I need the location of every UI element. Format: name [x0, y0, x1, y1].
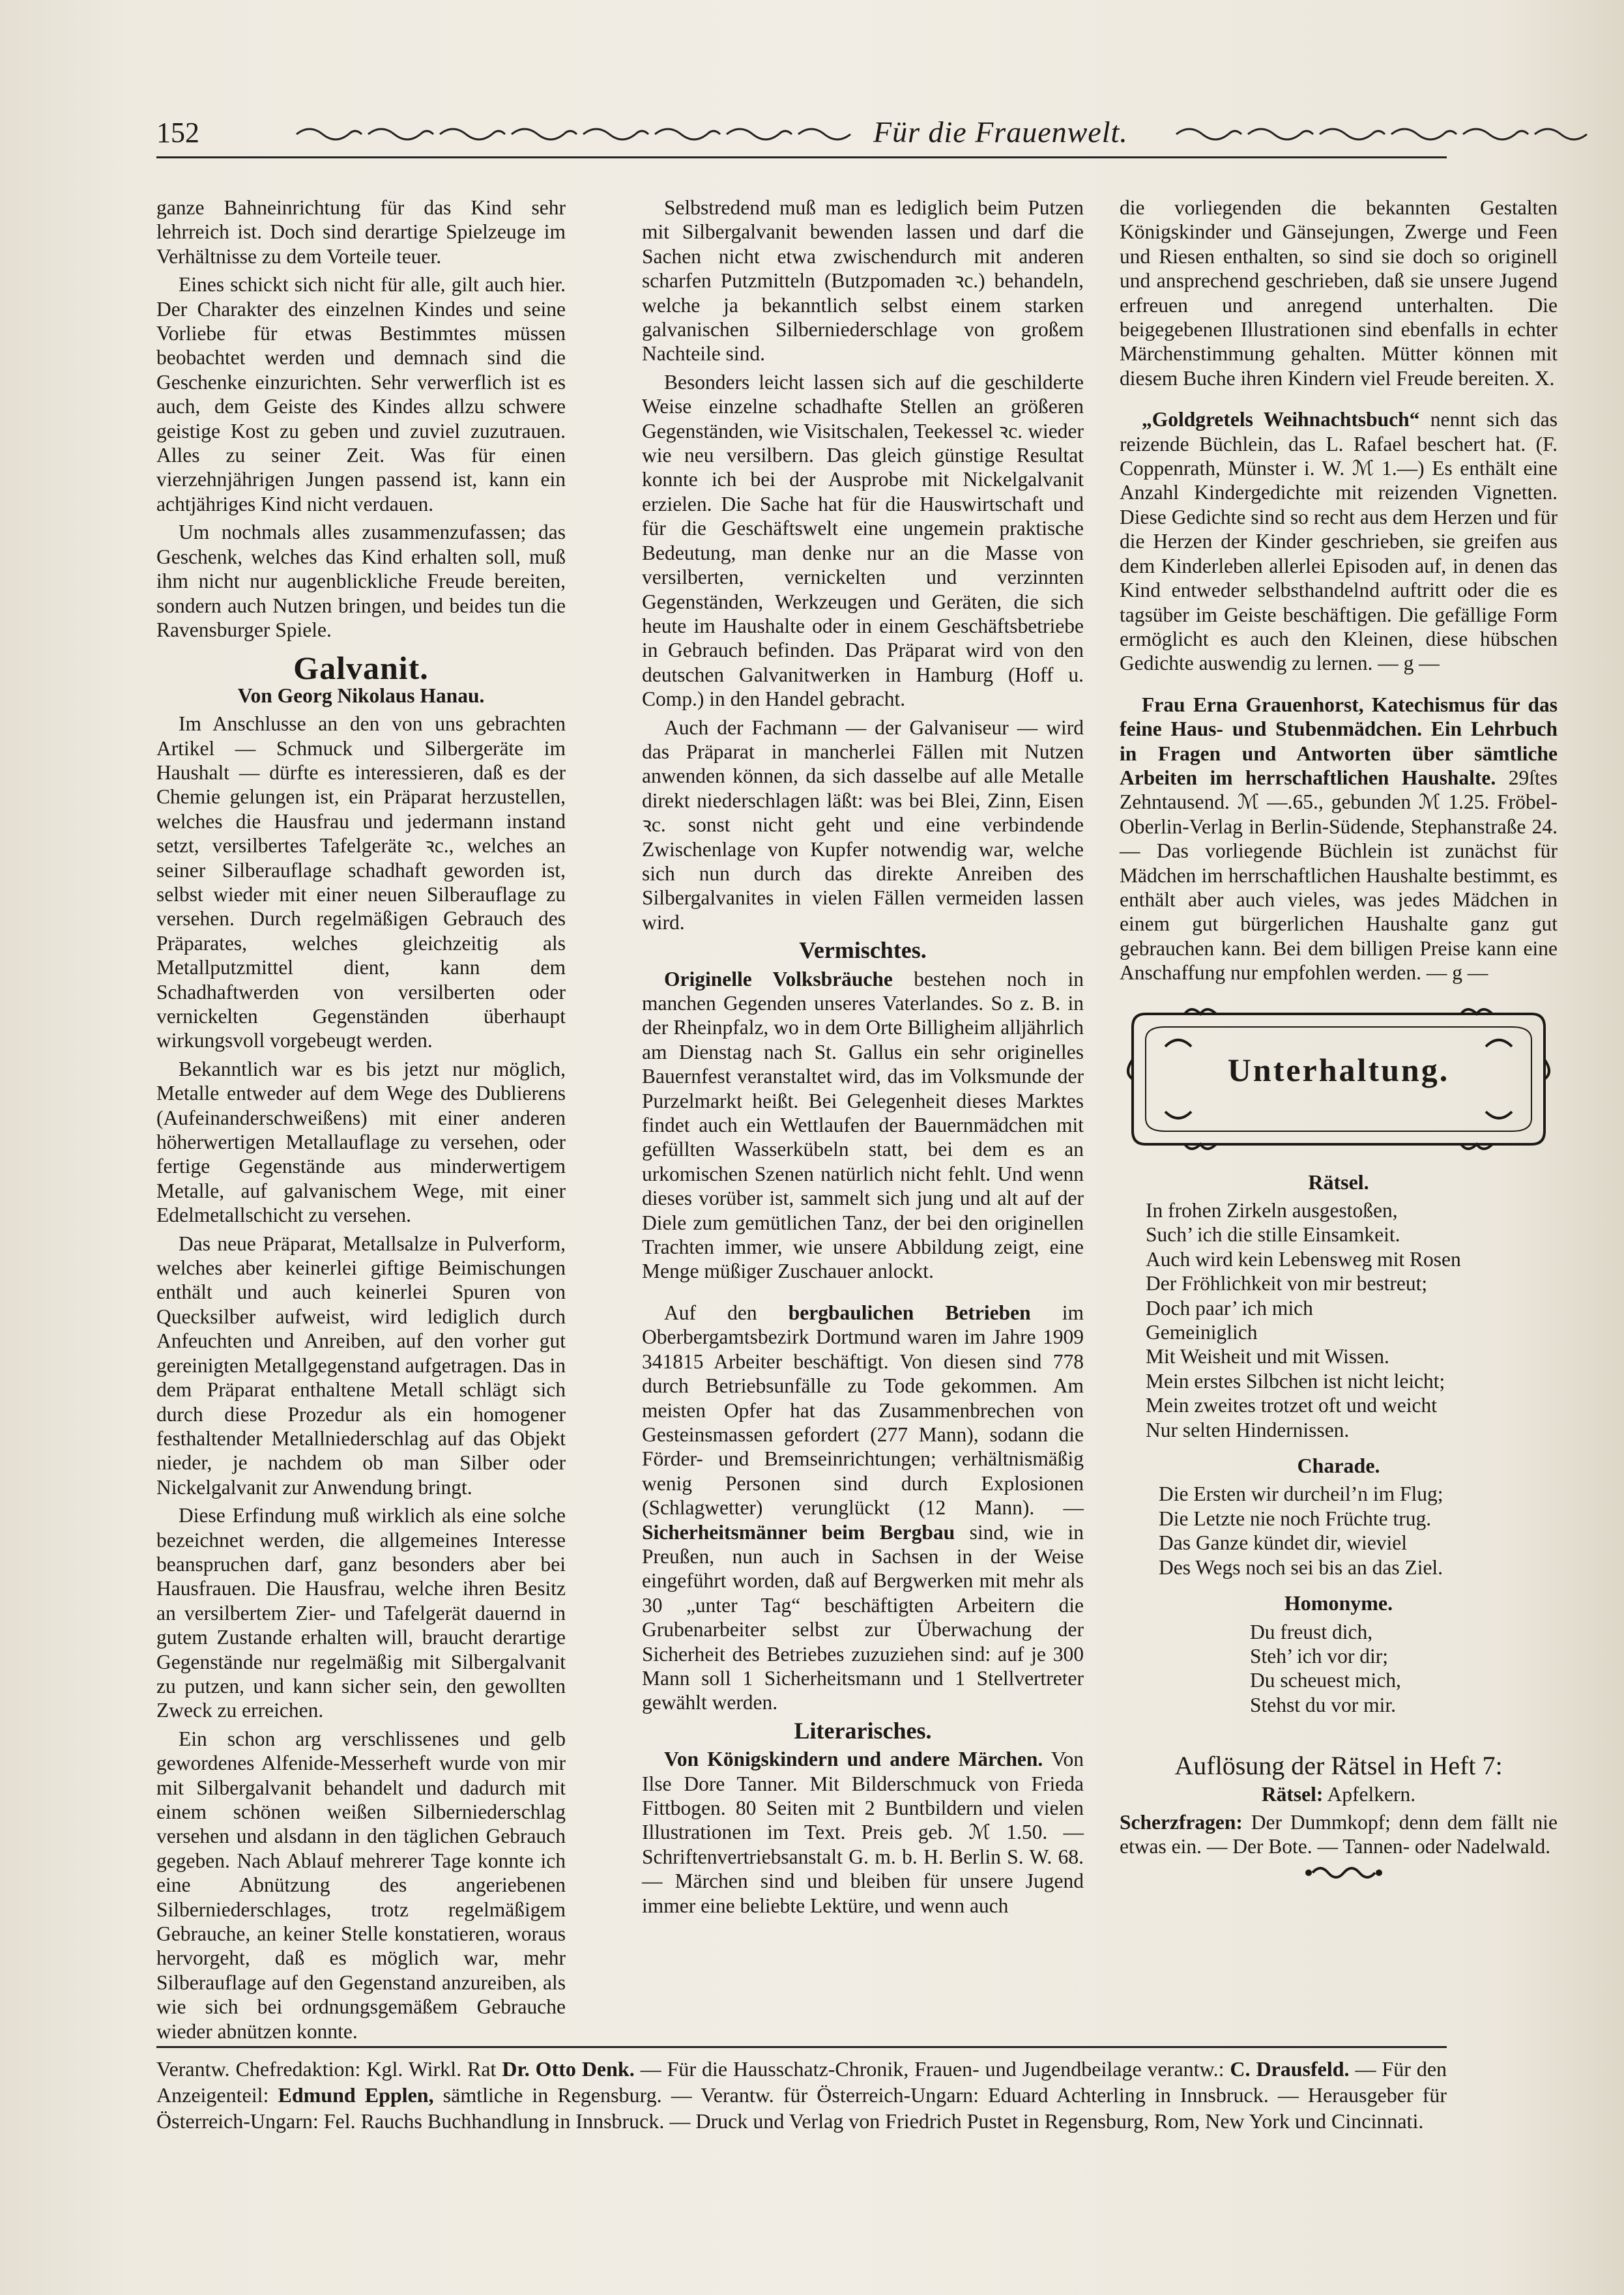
- paragraph: Im Anschlusse an den von uns gebrachten Artikel — Schmuck und Silbergeräte im Haushalt — dürfte es interessieren, daß es der Chemie gelungen ist, ein Präparat herzustellen, welches die Hausfrau und jedermann instand setzt, versilbertes Tafelgeräte ꝛc., welches an seiner Silberauflage schadhaft geworden ist, selbst wieder mit einer neuen Silberauflage zu versehen. Durch regelmäßigen Gebrauch des Präparates, welches gleichzeitig als Metallputzmittel dient, kann dem Schadhaftwerden von versilberten oder vernickelten Gegenständen überhaupt wirkungsvoll vorgebeugt werden.: [156, 712, 566, 1052]
- header-rule: [156, 156, 1447, 158]
- imprint-part: Verantw. Chefredaktion: Kgl. Wirkl. Rat: [156, 2057, 502, 2081]
- solution-text: Apfelkern.: [1323, 1782, 1416, 1806]
- imprint-part: sämtliche in Regensburg. — Verantw. für Österreich-Ungarn: Eduard Achterling in Innsbruck. — Herausgeber für Österreich-Ungarn: Fel. Rauchs Buchhandlung in Innsbruck. — Druck und Verlag von Friedrich Pustet in Regensburg, Rom, New York und Cincinnati.: [156, 2083, 1447, 2133]
- ornament-border-right: [1173, 123, 1603, 146]
- poem-line: Du scheuest mich,: [1250, 1669, 1401, 1692]
- article-title-galvanit: Galvanit.: [293, 650, 429, 687]
- column-1: [156, 195, 566, 2047]
- bold-lead: Von Königskindern und andere Märchen.: [664, 1748, 1043, 1771]
- poem-line: Das Ganze kündet dir, wieviel: [1159, 1531, 1407, 1555]
- column-2: [642, 195, 1084, 1922]
- ornament-border-left: [293, 123, 854, 146]
- header-title: Für die Frauenwelt.: [873, 115, 1128, 149]
- solution-label: Scherzfragen:: [1120, 1810, 1243, 1834]
- spacer: [1120, 680, 1558, 693]
- imprint-part: — Für den Anzeigenteil:: [156, 2057, 1447, 2107]
- paragraph: die vorliegenden die bekannten Gestalten Königskinder und Gänsejungen, Zwerge und Feen und Riesen enthalten, so sind sie doch so originell und ansprechend geschrieben, daß sie unsere Jugend erfreuen und anregend unterhalten. Die beigegebenen Illustrationen sind ebenfalls in echter Märchenstimmung gehalten. Mütter können mit diesem Buche ihren Kindern viel Freude bereiten. X.: [1120, 196, 1558, 390]
- charade-title: Charade.: [1297, 1454, 1380, 1478]
- poem-line: Die Ersten wir durcheil’n im Flug;: [1159, 1482, 1443, 1506]
- poem-line: Auch wird kein Lebensweg mit Rosen: [1146, 1247, 1461, 1271]
- homonyme-poem: [1120, 1620, 1558, 1718]
- paragraph: Besonders leicht lassen sich auf die geschilderte Weise einzelne schadhafte Stellen an größeren Gegenständen, wie Visitschalen, Teekessel ꝛc. wieder wie neu versilbern. Das gleich günstige Resultat konnte ich bei der Ausprobe mit Nickelgalvanit erzielen. Die Sache hat für die Hauswirtschaft und für die Geschäftswelt eine ungemein praktische Bedeutung, man denke nur an die Masse von versilberten, vernickelten und verzinnten Gegenständen, Werkzeugen und Geräten, die sich heute im Haushalte oder in einem Geschäftsbetriebe in Gebrauch befinden. Das Präparat wird von den deutschen Galvanitwerken in Hamburg (Hoff u. Comp.) in den Handel gebracht.: [642, 370, 1084, 711]
- section-title-literarisches: Literarisches.: [794, 1717, 932, 1744]
- paragraph: Um nochmals alles zusammenzufassen; das Geschenk, welches das Kind erhalten soll, muß ihm nicht nur augenblickliche Freude bereiten, sondern auch Nutzen bringen, und beides tun die Ravensburger Spiele.: [156, 521, 566, 641]
- imprint-part: — Für die Hausschatz-Chronik, Frauen- und Jugendbeilage verantw.:: [634, 2057, 1230, 2081]
- paragraph: [642, 1747, 1084, 1918]
- spacer: [1120, 394, 1558, 407]
- paragraph-text: Auf den: [664, 1301, 789, 1324]
- bold-lead: Sicherheitsmänner beim Bergbau: [642, 1520, 955, 1544]
- solution-riddle: [1120, 1782, 1558, 1806]
- poem-line: Die Letzte nie noch Früchte trug.: [1159, 1507, 1432, 1530]
- paragraph-text: im Oberbergamtsbezirk Dortmund waren im Jahre 1909 341815 Arbeiter beschäftigt. Von diesen sind 778 durch Betriebsunfälle zu Tode gekommen. Am meisten Opfer hat das Zusammenbrechen von Gesteinsmassen gefordert (277 Mann), sodann die Förder- und Bremseinrichtungen; verhältnismäßig wenig Personen sind durch Explosionen (Schlagwetter) verunglückt (12 Mann). —: [642, 1301, 1084, 1520]
- solution-jokes: [1120, 1810, 1558, 1859]
- solution-label: Rätsel:: [1261, 1782, 1324, 1806]
- bold-lead: „Goldgretels Weihnachtsbuch“: [1142, 408, 1420, 431]
- bold-lead: Frau Erna Grauenhorst, Katechismus für das feine Haus- und Stubenmädchen. Ein Lehrbuch in Fragen und Antworten über sämtliche Arbeiten im herrschaftlichen Haushalte.: [1120, 693, 1558, 789]
- unterhaltung-title: Unterhaltung.: [1227, 1051, 1450, 1088]
- page-number: 152: [156, 117, 199, 149]
- paragraph: Eines schickt sich nicht für alle, gilt auch hier. Der Charakter des einzelnen Kindes und seine Vorliebe für etwas Bestimmtes müssen beobachtet werden und demnach sind die Geschenke einzurichten. Sehr verwerflich ist es auch, dem Geiste des Kindes allzu schwere geistige Kost zu geben und zuviel zuzutrauen. Alles zu seiner Zeit. Was für einen vierzehnjährigen Jungen passend ist, kann ein achtjähriges Kind nicht verdauen.: [156, 273, 566, 515]
- paragraph-text: Von Ilse Dore Tanner. Mit Bilderschmuck von Frieda Fittbogen. 80 Seiten mit 2 Buntbildern und vielen Illustrationen im Text. Preis geb. ℳ 1.50. — Schriftenvertriebsanstalt G. m. b. H. Berlin S. W. 68. — Märchen sind und bleiben für unsere Jugend immer eine beliebte Lektüre, und wenn auch: [642, 1748, 1084, 1917]
- paragraph: [1120, 407, 1558, 675]
- imprint-name: Dr. Otto Denk.: [502, 2057, 635, 2081]
- paragraph: Diese Erfindung muß wirklich als eine solche bezeichnet werden, die allgemeines Interesse beanspruchen darf, ganz besonders aber bei Hausfrauen. Die Hausfrau, welche ihren Besitz an versilbertem Zier- und Tafelgerät dauernd in gutem Zustande erhalten will, braucht derartige Gegenstände nur regelmäßig mit Silbergalvanit zu putzen, und kann sicher sein, den gewollten Zweck zu erreichen.: [156, 1504, 566, 1722]
- paragraph: Selbstredend muß man es lediglich beim Putzen mit Silbergalvanit bewenden lassen und darf die Sachen nicht etwa zwischendurch mit anderen scharfen Putzmitteln (Butzpomaden ꝛc.) behandeln, welche ja bekanntlich selbst einem starken galvanischen Silberniederschlage von großem Nachteile sind.: [642, 196, 1084, 366]
- page-header: [156, 111, 1427, 156]
- paragraph-text: 29ſtes Zehntausend. ℳ —.65., gebunden ℳ 1.25. Fröbel-Oberlin-Verlag in Berlin-Südende, Stephanstraße 24. — Das vorliegende Büchlein ist zunächst für Mädchen im herrschaftlichen Haushalte bestimmt, es enthält aber auch vieles, was jedes Mädchen in einem gut bürgerlichen Haushalte ganz gut gebrauchen kann. Bei dem billigen Preise kann eine Anschaffung nur empfohlen werden. — g —: [1120, 766, 1558, 985]
- paragraph: Bekanntlich war es bis jetzt nur möglich, Metalle entweder auf dem Wege des Dublierens (Aufeinanderschweißens) mit einer anderen höherwertigen Metallauflage zu versehen, oder fertige Gegenstände aus minderwertigem Metalle, auf galvanischem Wege, mit einer Edelmetallschicht zu versehen.: [156, 1057, 566, 1227]
- paragraph: Das neue Präparat, Metallsalze in Pulverform, welches aber keinerlei giftige Beimischungen enthält und auch keinerlei Spuren von Quecksilber aufweist, wird lediglich durch Anfeuchten und Anreiben, auf den vorher gut gereinigten Metallgegenstand aufgetragen. Das in dem Präparat enthaltene Metall schlägt sich durch diese Prozedur als ein homogener festhaltender Metallniederschlag auf das Objekt nieder, je nachdem ob man Silber oder Nickelgalvanit zur Anwendung bringt.: [156, 1232, 566, 1499]
- unterhaltung-banner: [1120, 1001, 1558, 1157]
- paragraph-text: sind, wie in Preußen, nun auch in Sachsen in der Weise eingeführt worden, daß auf Bergwerken mit mehr als 30 „unter Tag“ beschäftigten Arbeitern die Grubenarbeiter selbst zur Überwachung der Sicherheit des Betriebes zuzuziehen sind: auf je 300 Mann soll 1 Sicherheitsmann und 1 Stellvertreter gewählt werden.: [642, 1520, 1084, 1714]
- imprint-name: C. Drausfeld.: [1230, 2057, 1350, 2081]
- charade-poem: [1120, 1482, 1558, 1580]
- paragraph: ganze Bahneinrichtung für das Kind sehr lehrreich ist. Doch sind derartige Spielzeuge im Verhältnisse zu dem Vorteile teuer.: [156, 196, 566, 268]
- paragraph: [642, 1301, 1084, 1715]
- poem-line: Steh’ ich vor dir;: [1250, 1644, 1388, 1667]
- poem-line: Nur selten Hindernissen.: [1146, 1418, 1350, 1441]
- poem-line: Der Fröhlichkeit von mir bestreut;: [1146, 1272, 1428, 1295]
- imprint-footer: [156, 2056, 1447, 2134]
- paragraph: Ein schon arg verschlissenes und gelb gewordenes Alfenide-Messerheft wurde von mir mit Silbergalvanit behandelt und dadurch mit einem schönen weißen Silberniederschlag versehen und alsdann in den täglichen Gebrauch gegeben. Nach Ablauf mehrerer Tage konnte ich eine Abnützung des angeriebenen Silberniederschlages, trotz regelmäßigem Gebrauche, an keiner Stelle konstatieren, woraus hervorgeht, daß es möglich war, mehr Silberauflage auf den Gegenstand anzureiben, als wie sich bei ordnungsgemäßem Gebrauche wieder abnützen konnte.: [156, 1727, 566, 2043]
- imprint-name: Edmund Epplen,: [278, 2083, 434, 2107]
- paragraph: [1120, 693, 1558, 985]
- bold-lead: bergbaulichen Betrieben: [788, 1301, 1031, 1324]
- homonyme-title: Homonyme.: [1284, 1591, 1393, 1615]
- poem-line: Des Wegs noch sei bis an das Ziel.: [1159, 1555, 1443, 1579]
- paragraph-text: nennt sich das reizende Büchlein, das L. Rafael beschert hat. (F. Coppenrath, Münster i. W. ℳ 1.—) Es enthält eine Anzahl Kindergedichte mit reizenden Vignetten. Diese Gedichte sind so recht aus dem Herzen und für die Herzen der Kinder geschrieben, sie greifen aus dem Kinderleben allerlei Episoden auf, in denen das Kind entweder selbsthandelnd auftritt oder die es tagsüber im Geiste beschäftigen. Die gefällige Form ermöglicht es auch den Kleinen, diese hübschen Gedichte auswendig zu lernen. — g —: [1120, 408, 1558, 675]
- article-byline: Von Georg Nikolaus Hanau.: [237, 684, 485, 707]
- paragraph: Auch der Fachmann — der Galvaniseur — wird das Präparat in mancherlei Fällen mit Nutzen anwenden können, da sich dasselbe auf alle Metalle direkt niederschlagen läßt: was bei Blei, Zinn, Eisen ꝛc. sonst nicht geht und eine verbindende Zwischenlage von Kupfer notwendig war, welche sich nun durch das direkte Anreiben des Silbergalvanites in vielen Fällen vermeiden lassen wird.: [642, 715, 1084, 934]
- paragraph-text: bestehen noch in manchen Gegenden unseres Vaterlandes. So z. B. in der Rheinpfalz, wo in dem Orte Billigheim alljährlich am Dienstag nach St. Gallus ein sehr originelles Bauernfest veranstaltet wird, das im Volksmunde der Purzelmarkt heißt. Bei Gelegenheit dieses Marktes findet auch ein Wettlaufen der Bauernmädchen mit gefüllten Wasserkübeln statt, bei dem es an urkomischen Szenen natürlich nicht fehlt. Und wenn dieses vorüber ist, sammelt sich jung und alt auf der Diele zum gemütlichen Tanz, der bei den originellen Trachten immer, wie unsere Abbildung zeigt, eine Menge müßiger Zuschauer anlockt.: [642, 967, 1084, 1283]
- end-ornament-icon: [1120, 1863, 1558, 1883]
- riddle-title: Rätsel.: [1308, 1170, 1369, 1194]
- poem-line: Mein zweites trotzet oft und weicht: [1146, 1394, 1437, 1417]
- riddle-poem: [1120, 1198, 1558, 1442]
- imprint-text: [156, 2056, 1447, 2134]
- column-3: [1120, 195, 1558, 1888]
- footer-rule: [156, 2046, 1447, 2048]
- section-title-vermischtes: Vermischtes.: [799, 937, 927, 964]
- bold-lead: Originelle Volksbräuche: [664, 967, 893, 990]
- solution-text: Der Dummkopf; denn dem fällt nie etwas ein. — Der Bote. — Tannen- oder Nadelwald.: [1120, 1810, 1558, 1858]
- poem-line: Mit Weisheit und mit Wissen.: [1146, 1345, 1389, 1368]
- paragraph: [642, 967, 1084, 1284]
- poem-line: Stehst du vor mir.: [1250, 1693, 1397, 1716]
- poem-line: Such’ ich die stille Einsamkeit.: [1146, 1223, 1400, 1247]
- solutions-title: Auflösung der Rätsel in Heft 7:: [1174, 1751, 1503, 1781]
- spacer: [1120, 1717, 1558, 1750]
- spacer: [642, 1288, 1084, 1301]
- poem-line: Gemeiniglich: [1146, 1321, 1258, 1344]
- poem-line: Mein erstes Silbchen ist nicht leicht;: [1146, 1369, 1445, 1393]
- poem-line: In frohen Zirkeln ausgestoßen,: [1146, 1199, 1398, 1222]
- poem-line: Du freust dich,: [1250, 1620, 1373, 1643]
- poem-line: Doch paar’ ich mich: [1146, 1296, 1313, 1320]
